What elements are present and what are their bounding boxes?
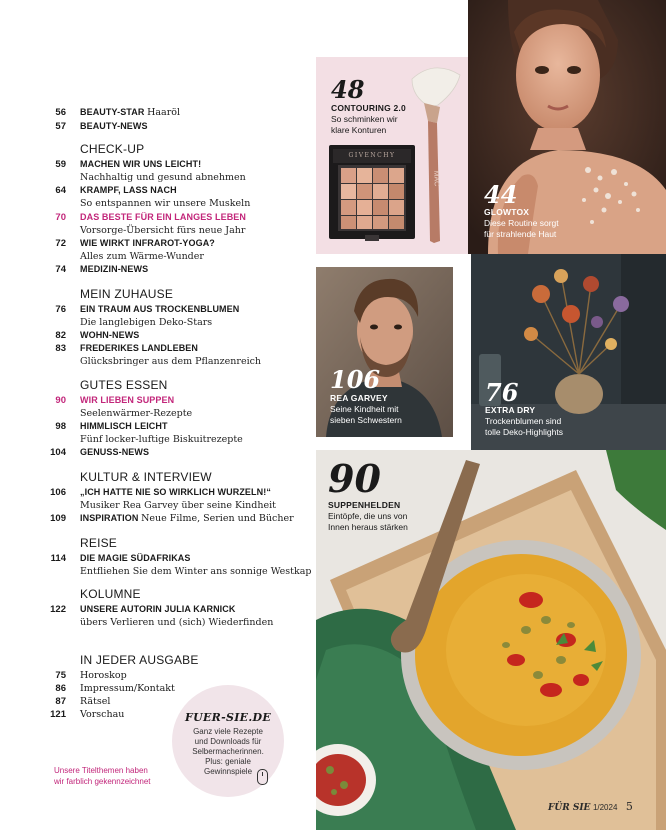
page-number: 83 xyxy=(55,343,66,354)
toc-title: Impressum/Kontakt xyxy=(80,683,175,694)
teaser-contouring[interactable] xyxy=(316,57,468,254)
section-heading: REISE xyxy=(80,536,118,550)
page-number: 76 xyxy=(55,304,66,315)
teaser-desc xyxy=(485,416,563,438)
toc-item[interactable] xyxy=(0,342,310,355)
page-number: 114 xyxy=(50,553,66,564)
toc-title: WIE WIRKT INFRAROT-YOGA? xyxy=(80,238,215,248)
palette-brand: GIVENCHY xyxy=(348,152,396,159)
section-heading: GUTES ESSEN xyxy=(80,378,168,392)
toc-title: GENUSS-NEWS xyxy=(80,447,150,457)
page-number: 98 xyxy=(55,421,66,432)
page-number: 87 xyxy=(55,696,66,707)
toc-subtitle: Nachhaltig und gesund abnehmen xyxy=(80,172,246,183)
teaser-title: GLOWTOX xyxy=(484,207,530,217)
toc-title: DIE MAGIE SÜDAFRIKAS xyxy=(80,553,191,563)
teaser-desc-line: für strahlende Haut xyxy=(484,229,557,239)
toc-title: BEAUTY-NEWS xyxy=(80,121,148,131)
toc-title-suffix: Haaröl xyxy=(147,107,180,118)
toc-item[interactable] xyxy=(0,446,310,459)
toc-subtitle: Seelenwärmer-Rezepte xyxy=(80,408,193,419)
toc-title: „ICH HATTE NIE SO WIRKLICH WURZELN!“ xyxy=(80,487,271,497)
page-number: 121 xyxy=(50,709,66,720)
page-number: 106 xyxy=(50,487,66,498)
teaser-title: REA GARVEY xyxy=(330,393,388,403)
toc-title: FREDERIKES LANDLEBEN xyxy=(80,343,199,353)
toc-item[interactable] xyxy=(0,682,310,695)
toc-subtitle: Glücksbringer aus dem Pflanzenreich xyxy=(80,356,262,367)
page-number: 57 xyxy=(55,121,66,132)
page-number: 59 xyxy=(55,159,66,170)
toc-title: EIN TRAUM AUS TROCKENBLUMEN xyxy=(80,304,240,314)
toc-title: UNSERE AUTORIN JULIA KARNICK xyxy=(80,604,236,614)
toc-title: Horoskop xyxy=(80,670,127,681)
teaser-suppenhelden[interactable] xyxy=(316,450,666,830)
toc-item-highlighted[interactable] xyxy=(0,394,310,407)
toc-item[interactable] xyxy=(0,603,310,616)
toc-item[interactable] xyxy=(0,158,310,171)
toc-subtitle: übers Verlieren und (sich) Wiederfinden xyxy=(80,617,274,628)
toc-title: KRAMPF, LASS NACH xyxy=(80,185,177,195)
section-heading: CHECK-UP xyxy=(80,142,145,156)
teaser-desc-line: Diese Routine sorgt xyxy=(484,218,559,228)
toc-subtitle: Alles zum Wärme-Wunder xyxy=(80,251,204,262)
teaser-page-number: 44 xyxy=(484,180,518,209)
note-line: Unsere Titelthemen haben xyxy=(54,766,148,775)
mouse-icon xyxy=(257,769,268,785)
teaser-desc xyxy=(330,404,402,426)
toc-subtitle: So entspannen wir unsere Muskeln xyxy=(80,198,251,209)
highlight-note xyxy=(54,765,151,787)
page-number: 82 xyxy=(55,330,66,341)
magazine-brand: FÜR SIE xyxy=(548,803,591,813)
toc-title: INSPIRATION xyxy=(80,513,139,523)
section-heading: KOLUMNE xyxy=(80,587,141,601)
toc-item[interactable] xyxy=(0,237,310,250)
page-number: 90 xyxy=(55,395,66,406)
page-number: 72 xyxy=(55,238,66,249)
page-footer xyxy=(548,800,633,813)
toc-item[interactable] xyxy=(0,303,310,316)
toc-title-suffix: Neue Filme, Serien und Bücher xyxy=(141,513,294,524)
badge-text: Ganz viele Rezepte und Downloads für Selbermacherinnen. Plus: geniale Gewinnspiele xyxy=(192,727,264,776)
page-number: 109 xyxy=(50,513,66,524)
toc-subtitle: Die langlebigen Deko-Stars xyxy=(80,317,213,328)
toc-item[interactable] xyxy=(0,552,310,565)
toc-item[interactable] xyxy=(0,106,310,119)
toc-title: Rätsel xyxy=(80,696,111,707)
page-number: 75 xyxy=(55,670,66,681)
teaser-desc-line: Seine Kindheit mit xyxy=(330,404,399,414)
brush-brand: MAC xyxy=(432,170,440,187)
teaser-desc-line: sieben Schwestern xyxy=(330,415,402,425)
toc-subtitle: Entfliehen Sie dem Winter ans sonnige Westkap xyxy=(80,566,312,577)
toc-item[interactable] xyxy=(0,669,310,682)
teaser-glowtox[interactable] xyxy=(468,0,666,254)
teaser-title: SUPPENHELDEN xyxy=(328,500,401,510)
teaser-page-number: 106 xyxy=(330,365,381,394)
teaser-page-number: 48 xyxy=(331,75,365,104)
teaser-title: CONTOURING 2.0 xyxy=(331,103,406,113)
website-url[interactable]: FUER-SIE.DE xyxy=(184,711,272,724)
teaser-title: EXTRA DRY xyxy=(485,405,536,415)
toc-item[interactable] xyxy=(0,486,310,499)
toc-title: MACHEN WIR UNS LEICHT! xyxy=(80,159,202,169)
toc-item[interactable] xyxy=(0,263,310,276)
section-heading: MEIN ZUHAUSE xyxy=(80,287,174,301)
page-number: 74 xyxy=(55,264,66,275)
teaser-desc-line: Innen heraus stärken xyxy=(328,522,408,532)
note-line: wir farblich gekennzeichnet xyxy=(54,777,151,786)
page-number-footer: 5 xyxy=(625,800,633,813)
page-number: 70 xyxy=(55,212,66,223)
toc-item[interactable] xyxy=(0,120,310,133)
toc-title: MEDIZIN-NEWS xyxy=(80,264,149,274)
website-badge[interactable] xyxy=(172,685,284,797)
section-heading: IN JEDER AUSGABE xyxy=(80,653,199,667)
page-number: 122 xyxy=(50,604,66,615)
toc-subtitle: Fünf locker-luftige Biskuitrezepte xyxy=(80,434,243,445)
teaser-desc-line: So schminken wir xyxy=(331,114,398,124)
toc-title: BEAUTY-STAR xyxy=(80,107,145,117)
teaser-desc xyxy=(331,114,398,136)
toc-item[interactable] xyxy=(0,329,310,342)
toc-title: DAS BESTE FÜR EIN LANGES LEBEN xyxy=(80,212,247,222)
toc-item[interactable] xyxy=(0,184,310,197)
teaser-desc xyxy=(328,511,408,533)
toc-subtitle: Musiker Rea Garvey über seine Kindheit xyxy=(80,500,276,511)
toc-title: WOHN-NEWS xyxy=(80,330,140,340)
teaser-desc-line: klare Konturen xyxy=(331,125,387,135)
teaser-rea-garvey[interactable] xyxy=(316,267,453,437)
toc-item[interactable] xyxy=(0,420,310,433)
teaser-page-number: 90 xyxy=(328,456,381,501)
page-number: 64 xyxy=(55,185,66,196)
page-number: 86 xyxy=(55,683,66,694)
toc-title: Vorschau xyxy=(80,709,125,720)
teaser-desc-line: Trockenblumen sind xyxy=(485,416,562,426)
issue-number: 1/2024 xyxy=(592,803,618,812)
teaser-extra-dry[interactable] xyxy=(471,254,666,450)
toc-subtitle: Vorsorge-Übersicht fürs neue Jahr xyxy=(80,225,246,236)
teaser-desc-line: tolle Deko-Highlights xyxy=(485,427,563,437)
teaser-desc xyxy=(484,218,559,240)
toc-title: WIR LIEBEN SUPPEN xyxy=(80,395,175,405)
page-number: 104 xyxy=(50,447,66,458)
teaser-page-number: 76 xyxy=(485,378,519,407)
page-number: 56 xyxy=(55,107,66,118)
toc-item[interactable] xyxy=(0,512,310,525)
toc-title: HIMMLISCH LEICHT xyxy=(80,421,168,431)
toc-item-highlighted[interactable] xyxy=(0,211,310,224)
teaser-desc-line: Eintöpfe, die uns von xyxy=(328,511,408,521)
section-heading: KULTUR & INTERVIEW xyxy=(80,470,212,484)
